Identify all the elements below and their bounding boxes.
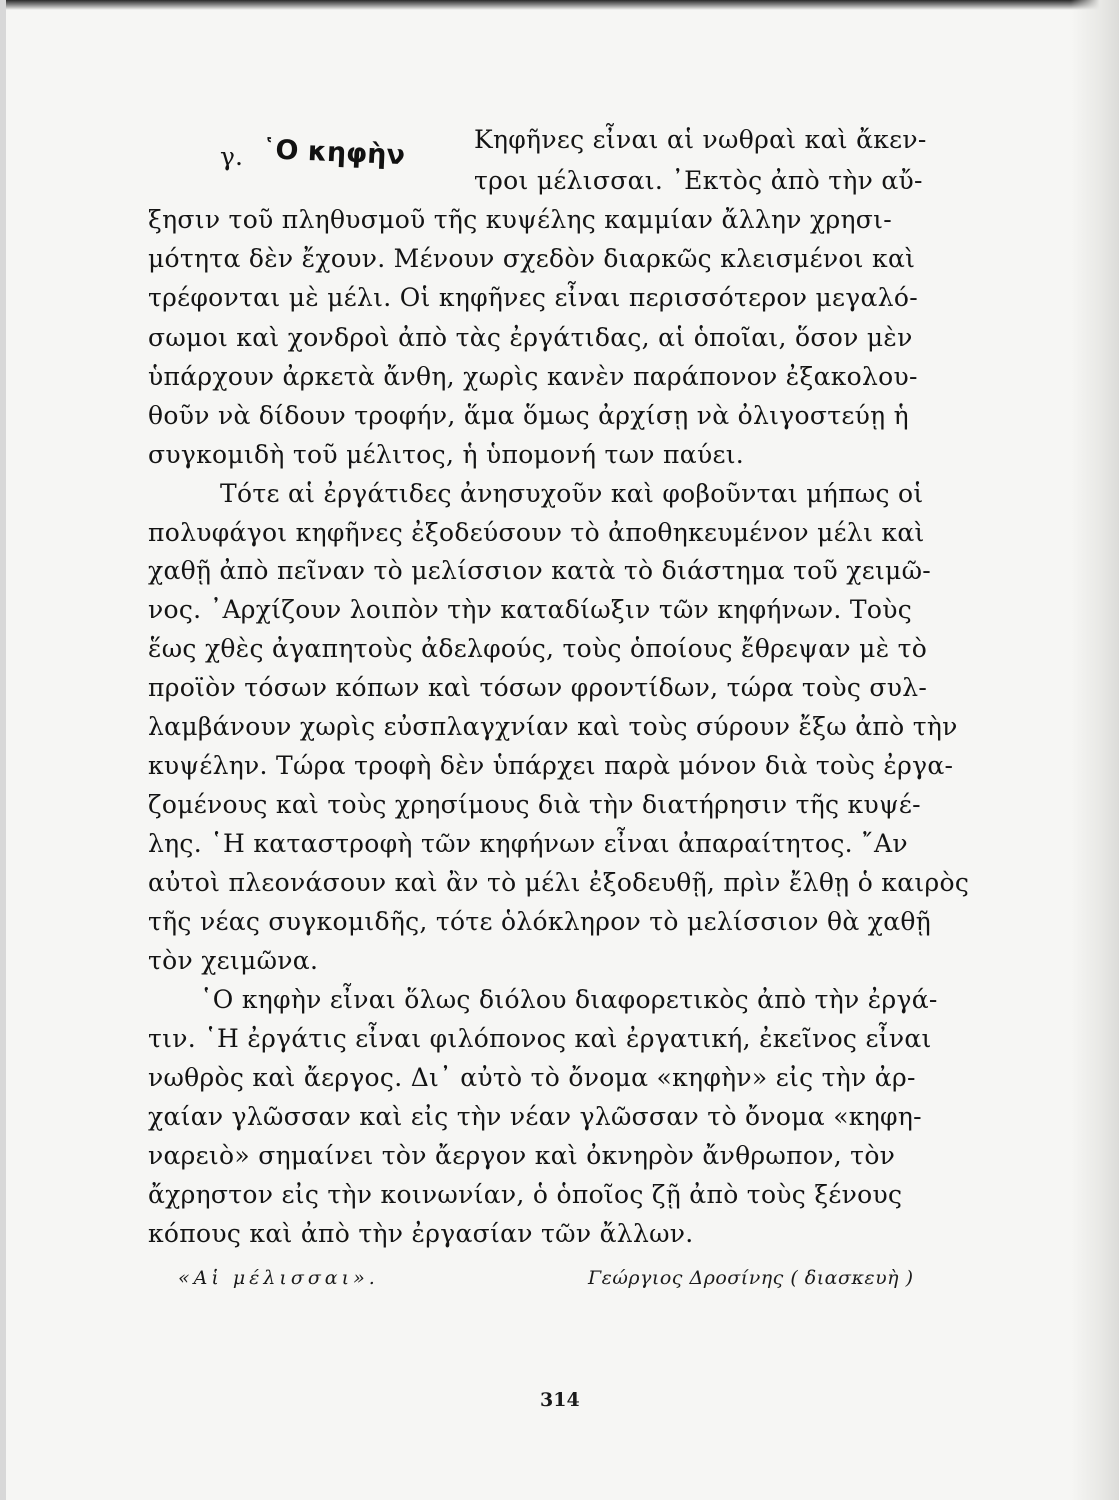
text-line: ἄχρηστον εἰς τὴν κοινωνίαν, ὁ ὁποῖος ζῇ ἀπὸ τοὺς ξένους <box>148 1180 903 1209</box>
text-line: νος. ᾿Αρχίζουν λοιπὸν τὴν καταδίωξιν τῶν κηφήνων. Τοὺς <box>148 595 912 624</box>
text-line: ῾Ο κηφὴν εἶναι ὅλως διόλου διαφορετικὸς ἀπὸ τὴν ἐργά- <box>200 985 938 1014</box>
text-line: προϊὸν τόσων κόπων καὶ τόσων φροντίδων, τώρα τοὺς συλ- <box>148 673 928 702</box>
text-line: λης. ῾Η καταστροφὴ τῶν κηφήνων εἶναι ἀπαραίτητος. ῎Αν <box>148 829 908 858</box>
text-line: τροι μέλισσαι. ᾿Εκτὸς ἀπὸ τὴν αὔ- <box>474 166 923 195</box>
section-label: γ. <box>220 142 243 171</box>
source-title: «Αἱ μέλισσαι». <box>178 1267 379 1289</box>
text-line: χαθῇ ἀπὸ πεῖναν τὸ μελίσσιον κατὰ τὸ διάστημα τοῦ χειμῶ- <box>148 556 932 585</box>
text-line: κόπους καὶ ἀπὸ τὴν ἐργασίαν τῶν ἄλλων. <box>148 1219 694 1248</box>
section-title: ῾Ο κηφὴν <box>261 134 406 172</box>
text-line: ἕως χθὲς ἀγαπητοὺς ἀδελφούς, τοὺς ὁποίους ἔθρεψαν μὲ τὸ <box>148 634 928 663</box>
text-line: ὑπάρχουν ἀρκετὰ ἄνθη, χωρὶς κανὲν παράπονον ἐξακολου- <box>148 362 918 391</box>
scan-right-edge <box>1071 0 1119 1500</box>
text-line: πολυφάγοι κηφῆνες ἐξοδεύσουν τὸ ἀποθηκευμένον μέλι καὶ <box>148 518 925 547</box>
text-line: μότητα δὲν ἔχουν. Μένουν σχεδὸν διαρκῶς κλεισμένοι καὶ <box>148 244 916 273</box>
scan-left-edge <box>0 0 6 1500</box>
text-line: χαίαν γλῶσσαν καὶ εἰς τὴν νέαν γλῶσσαν τὸ ὄνομα «κηφη- <box>148 1102 922 1131</box>
scan-top-edge <box>0 0 1119 10</box>
page-number: 314 <box>540 1389 580 1411</box>
text-line: κυψέλην. Τώρα τροφὴ δὲν ὑπάρχει παρὰ μόνον διὰ τοὺς ἐργα- <box>148 751 954 780</box>
text-line: αὐτοὶ πλεονάσουν καὶ ἂν τὸ μέλι ἐξοδευθῇ, πρὶν ἔλθῃ ὁ καιρὸς <box>148 868 970 897</box>
text-line: σωμοι καὶ χονδροὶ ἀπὸ τὰς ἐργάτιδας, αἱ ὁποῖαι, ὅσον μὲν <box>148 323 913 352</box>
text-line: Κηφῆνες εἶναι αἱ νωθραὶ καὶ ἄκεν- <box>474 125 927 154</box>
text-line: νωθρὸς καὶ ἄεργος. Δι᾿ αὐτὸ τὸ ὄνομα «κηφὴν» εἰς τὴν ἀρ- <box>148 1063 916 1092</box>
text-line: ξησιν τοῦ πληθυσμοῦ τῆς κυψέλης καμμίαν ἄλλην χρησι- <box>148 205 892 234</box>
author-attribution: Γεώργιος Δροσίνης ( διασκευὴ ) <box>588 1267 914 1289</box>
text-line: λαμβάνουν χωρὶς εὐσπλαγχνίαν καὶ τοὺς σύρουν ἔξω ἀπὸ τὴν <box>148 712 958 741</box>
text-line: θοῦν νὰ δίδουν τροφήν, ἅμα ὅμως ἀρχίσῃ νὰ ὀλιγοστεύῃ ἡ <box>148 401 909 430</box>
text-line: τιν. ῾Η ἐργάτις εἶναι φιλόπονος καὶ ἐργατική, ἐκεῖνος εἶναι <box>148 1024 932 1053</box>
text-line: τὸν χειμῶνα. <box>148 946 319 975</box>
text-line: τῆς νέας συγκομιδῆς, τότε ὁλόκληρον τὸ μελίσσιον θὰ χαθῇ <box>148 907 932 936</box>
text-line: ναρειὸ» σημαίνει τὸν ἄεργον καὶ ὀκνηρὸν ἄνθρωπον, τὸν <box>148 1141 896 1170</box>
text-line: ζομένους καὶ τοὺς χρησίμους διὰ τὴν διατήρησιν τῆς κυψέ- <box>148 790 921 819</box>
text-line: τρέφονται μὲ μέλι. Οἱ κηφῆνες εἶναι περισσότερον μεγαλό- <box>148 283 918 312</box>
text-line: Τότε αἱ ἐργάτιδες ἀνησυχοῦν καὶ φοβοῦνται μήπως οἱ <box>220 479 924 508</box>
text-line: συγκομιδὴ τοῦ μέλιτος, ἡ ὑπομονή των παύει. <box>148 440 745 469</box>
